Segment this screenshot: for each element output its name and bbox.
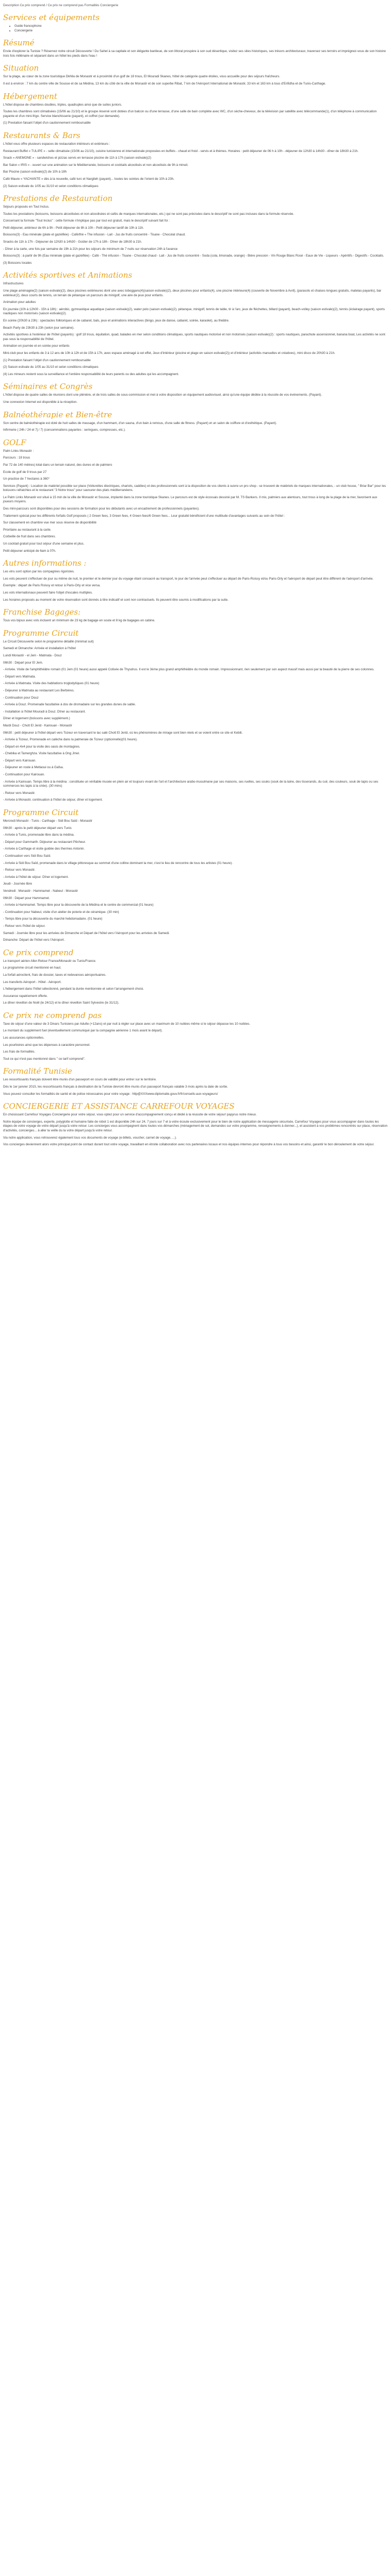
section-paragraph: Bar Piscine (saison estivale)(2) de 10h à 18h bbox=[3, 170, 67, 174]
section-paragraph: - Arrivée à Sidi Bou Saïd, promenade dans le village pittoresque au sommet d'une colline dominant la mer, c'est le lieu de rencontre de tous les artistes (01 heure). bbox=[3, 861, 233, 865]
section-golf bbox=[3, 438, 388, 554]
section-paragraph: Samedi : Journée libre pour les arrivées de Dimanche et Départ de l'hôtel vers l'Aéroport pour les arrivées de Samedi. bbox=[3, 931, 170, 935]
section-paragraph: En soirée (20h30 à 23h) : spectacles folkloriques et de cabaret, bals, jeux et animations interactives (bingo, jeux de danse, cabaret, soirée, karaoké), au théâtre. bbox=[3, 319, 230, 323]
section-paragraph: Les pourboires ainsi que les dépenses à caractère personnel. bbox=[3, 1043, 90, 1047]
section-paragraph: - Arrivée à Tozeur, Promenade en calèche dans la palmeraie de Tozeur (optionnelle)(01 heure). bbox=[3, 738, 138, 742]
section-paragraph: - Déjeuner à Matmata au restaurant Les Berbères. bbox=[3, 688, 75, 692]
section-paragraph: Restaurant Buffet « TULIPE » - selle climatisée (15/06 au 21/10), cuisine tunisienne et internationale proposées en buffets - chaud et froid - servis et à thèmes. Horaires : petit déjeuner de 06 h à 10h - déjeuner de 12h30 à 14h30 - dîner de 18h30 à 21h. bbox=[3, 149, 359, 153]
section-paragraph: Le programme circuit mentionné en haut. bbox=[3, 966, 61, 970]
section-paragraph: Vous pouvez consulter les formalités de santé et de police nécessaires pour votre voyage : http@XXXwww.diplomatie.gouv.fr/fr/conseils-aux-voyageurs/ bbox=[3, 1092, 218, 1096]
page bbox=[0, 0, 391, 1147]
section-paragraph: Jeudi - Journée libre bbox=[3, 882, 32, 886]
section-paragraph: Boissons(3) - Eau minérale (plate et gazéifiée) - Café/thé « The infusion - Lait - Jus de fruits concentré - Tisane - Chocolat chaud. bbox=[3, 233, 186, 237]
section-paragraph: - Installation à l'hôtel Mouradi à Douz. Dîner au restaurant. bbox=[3, 709, 86, 714]
section-paragraph: Petit déjeuner, antérieur de 6h à 9h - Petit déjeuner de 8h à 10h - Petit déjeuner tardif de 10h à 11h. bbox=[3, 226, 144, 230]
section-paragraph: - Retour vers l'hôtel de séjour. bbox=[3, 924, 46, 928]
section-paragraph: Des mini-parcours sont disponibles pour des sessions de formation pour les débutants avec un encadrement de professionnels (payantes). bbox=[3, 507, 200, 511]
section-paragraph: (1) Prestation faisant l'objet d'un cautionnement remboursable bbox=[3, 121, 91, 125]
section-paragraph: Toutes les chambres sont climatisées (15/06 au 21/10) et le groupe réservé sont dotées d'un balcon ou d'une terrasse, d'une salle de bain complète avec WC, d'un sèche-cheveux, de la télévision par satellite avec télécommande(1), d'un téléphone à communication payante et d'un mini-frigo. Service blanchisserie (payant), et coffret (sur demande). bbox=[3, 110, 377, 118]
list-item: • Conciergerie bbox=[14, 29, 388, 33]
section-paragraph: Dès le 1er janvier 2015, les ressortissants français à destination de la Tunisie devront être munis d'un passeport français valable 3 mois après la date de sortie. bbox=[3, 1085, 228, 1089]
section-paragraph: - Continuation vers Sidi Bou Saïd. bbox=[3, 854, 51, 858]
section-paragraph: Café Maure « YACHANTE » dès à la nouvelle, café turc et Nargileh (payant)... toutes les soirées de l'orient de 10h à 23h. bbox=[3, 177, 174, 181]
section-paragraph: L'hébergement dans l'hôtel sélectionné, pendant la durée mentionnée et selon l'arrangement choisi. bbox=[3, 987, 144, 991]
section-paragraph: - Arrivée. Visite de l'amphithéâtre romain (01 Jem (01 heure) aussi appelé Colisée de Thysdrus. Il est le 3ème plus grand amphithéâtre du monde romain. Impressionnant, rien seulement par son aspect massif mais aussi par la beauté de la pierre de ses colonnes. bbox=[3, 668, 374, 672]
section-restaurants bbox=[3, 131, 388, 189]
section-paragraph: Mini-club pour les enfants de 3 à 12 ans de 10h à 12h et de 15h à 17h, avec espace aménagé à cet effet, Jeux d'intérieur (piscine et plage en saison estivale(2)) et d'intérieur (activités manuelles et créatives), mini disco de 20h30 à 21h. bbox=[3, 351, 335, 355]
section-paragraph: Le dîner réveillon de Noël (le 24/12) et le dîner réveillon Saint Sylvestre (le 31/12). bbox=[3, 1001, 119, 1005]
section-paragraph: - Retour vers Monastir. bbox=[3, 791, 36, 795]
section-heading: Services et équipements bbox=[3, 13, 100, 22]
section-paragraph: Infrastructures bbox=[3, 282, 24, 286]
section-heading: Situation bbox=[3, 63, 39, 73]
section-paragraph: Les ressortissants français doivent être munis d'un passeport en cours de validité pour entrer sur le territoire. bbox=[3, 1078, 157, 1082]
section-paragraph: Une connexion Internet est disponible à la réception. bbox=[3, 400, 78, 404]
section-programme2 bbox=[3, 808, 388, 943]
section-heading: GOLF bbox=[3, 437, 26, 447]
section-paragraph: Animation pour adultes bbox=[3, 300, 36, 304]
section-paragraph: - Continuation pour Douz bbox=[3, 696, 39, 700]
section-paragraph: Sur la plage, au cœur de la zone touristique Dkhila de Monastir et à proximité d'un golf de 18 trous, El Mouradi Skanes, hôtel de catégorie quatre étoiles, vous accueille pour des séjours fraîcheurs. bbox=[3, 75, 281, 79]
section-paragraph: Les vins sont option par les compagnies rigoristes. bbox=[3, 570, 75, 574]
section-paragraph: Les vols internationaux peuvent faire l'objet d'escales multiples. bbox=[3, 591, 93, 595]
description-breadcrumb[interactable]: Description Ce prix comprend / Ce prix ne comprend pas Formalités Conciergerie bbox=[3, 4, 119, 7]
section-heading: Ce prix ne comprend pas bbox=[3, 1010, 102, 1020]
section-paragraph: Un practice de 7 hectares à 360° bbox=[3, 477, 50, 481]
section-paragraph: - Retour vers Monastir. bbox=[3, 868, 36, 872]
section-paragraph: - Départ vers Kairouan. bbox=[3, 758, 36, 762]
section-paragraph: (1) Prestation faisant l'objet d'un cautionnement remboursable bbox=[3, 358, 91, 362]
section-paragraph: Snacks de 11h à 17h - Déjeuner de 12h30 à 14h30 - Goûter de 17h à 18h - Dîner de 18h30 à 21h. bbox=[3, 240, 142, 244]
section-paragraph: Par 72 de 140 mètres(-total dans un terrain naturel, des dunes et de palmiers bbox=[3, 463, 112, 467]
section-paragraph: 06h30 : après le petit déjeuner départ vers Tunis bbox=[3, 826, 72, 830]
section-paragraph: (4) Les mineurs restent sous la surveillance et l'entière responsabilité de leurs parents ou des adultes qui les accompagnent. bbox=[3, 372, 179, 376]
section-paragraph: - Arrivée à Hammamet. Temps libre pour la découverte de la Médina et le centre de commercial (01 heure) bbox=[3, 903, 154, 907]
section-paragraph: Boissons(3) : à partir de 9h (Eau minérale (plate et gazéifiée) - Café - Thé infusion - Tisane - Chocolat chaud - Lait - Jus de fruits concentré - Soda (cola, limonade, orange) - Bière pression - Vin Rouge Blanc Rosé - Eaux de Vie - Liqueurs - Apéritifs - Digestifs - Cocktails. bbox=[3, 254, 384, 258]
section-paragraph: - Arrivée à l'hôtel de séjour. Dîner et logement. bbox=[3, 875, 69, 879]
section-heading: Résumé bbox=[3, 38, 35, 48]
section-paragraph: Sur classement en chambre vue mer sous réserve de disponibilité bbox=[3, 521, 96, 525]
section-heading: Hébergement bbox=[3, 91, 57, 101]
section-heading: Ce prix comprend bbox=[3, 947, 74, 957]
section-resume bbox=[3, 38, 388, 58]
section-paragraph: Parcours : 18 trous bbox=[3, 456, 30, 460]
list-item: • Guide francophone bbox=[14, 24, 388, 29]
section-paragraph: Son centre de balnéothérapie est doté de huit salles de massage, d'un hammam, d'un sauna, d'un bain à remous, d'une salle de fitness. (Payant) et un salon de coiffure et d'esthétique. (Payant). bbox=[3, 421, 277, 425]
section-paragraph: Infirmerie ( 24h / 24 et 7j / 7) (consommations payantes : seringues, compresses, etc.). bbox=[3, 428, 126, 432]
section-prestations bbox=[3, 194, 388, 265]
section-heading: CONCIERGERIE ET ASSISTANCE CARREFOUR VOYAGES bbox=[3, 1101, 235, 1111]
section-paragraph: Un cocktail gratuit pour tout séjour d'une semaine et plus. bbox=[3, 542, 85, 546]
section-paragraph: - Temps libre pour la découverte du marché hebdomadaire. (01 heure) bbox=[3, 917, 103, 921]
section-paragraph: Les vols peuvent s'effectuer de jour ou même de nuit, le premier et le dernier jour du voyage étant consacré au transport, le jour de l'arrivée peut s'effectuer au départ de Paris-Roissy et/ou Paris-Orly et l'aéroport de départ peut être différent de l'aéroport d'arrivée. bbox=[3, 577, 374, 581]
section-paragraph: Petit déjeuner anticipé de 6am à 07h. bbox=[3, 549, 56, 553]
section-balneo bbox=[3, 410, 388, 433]
section-heading: Programme Circuit bbox=[3, 628, 79, 638]
section-paragraph: - Départ vers Matmata. bbox=[3, 674, 36, 679]
section-paragraph: Lundi Monastir - el Jem - Matmata - Douz bbox=[3, 653, 62, 657]
section-paragraph: Les assurances optionnelles. bbox=[3, 1036, 44, 1040]
section-paragraph: - Départ pour Gammarth. Déjeuner au restaurant Pêcheur. bbox=[3, 840, 86, 844]
section-heading: Prestations de Restauration bbox=[3, 194, 113, 204]
section-conciergerie bbox=[3, 1101, 388, 1147]
section-paragraph: Palm Links Monastir : bbox=[3, 449, 34, 453]
section-paragraph: Animation en journée et en soirée pour enfants bbox=[3, 344, 70, 348]
section-heading: Formalité Tunisie bbox=[3, 1066, 72, 1076]
section-paragraph: Taxe de séjour d'une valeur de 3 Dinars Tunisiens par Adulte (+12ans) et par nuit à régler sur place avec un maximum de 10 nuitées même si le séjour dépasse les 10 nuitées. bbox=[3, 1022, 251, 1026]
section-paragraph: Les horaires proposés au moment de votre réservation sont donnés à titre indicatif et sont non contractuels. Ils peuvent être soumis à modifications par la suite. bbox=[3, 598, 229, 602]
section-paragraph: Notre équipe de concierges, experte, polyglotte et humaine faite de robot 1 est disponible 24h sur 24, 7 jours sur 7 et à votre écoute exclusivement pour le bien de notre application de messagerie sécurisée, Carrefour Voyages pour vous accompagner dans toutes les étapes de votre voyage de votre départ jusqu'à votre retour. Les concierges vous accompagnent dans toutes vos démarches (ménagement de sol, demandes sur votre programme, renseignements à donner...), et assistent à vos problèmes rencontrés sur place, réservation d'activités, concierges... à aller la veille du la votre départ jusqu'à votre retour. bbox=[3, 1120, 388, 1132]
section-seminaires bbox=[3, 382, 388, 404]
section-paragraph: Traitement spécial pour les différents forfaits Golf proposés ( 2 Green fees, 3 Green fees, 4 Green fees/6 Green fees... Leur gratuité bénéficient d'une multitude d'avantages suivants au sein de l'hôtel : bbox=[3, 514, 285, 518]
section-situation bbox=[3, 63, 388, 86]
section-bullet-list bbox=[14, 24, 388, 33]
section-paragraph: 06h30 : Départ pour El Jem. bbox=[3, 660, 43, 665]
section-paragraph: Le montant du supplément fuel (éventuellement communiqué par la compagnie aérienne 1 mois avant le départ). bbox=[3, 1029, 163, 1033]
section-paragraph: Beach Party de 23h30 à 23h (selon jour semaine). bbox=[3, 326, 74, 330]
section-paragraph: L'hôtel dispose de quatre salles de réunions dont une plénière, et de trois salles de sous-commission et met à votre disposition un équipement audiovisuel, ainsi qu'une équipe dédiée à la réussite de vos événements. (Payant). bbox=[3, 393, 322, 397]
section-paragraph: Le Palm Links Monastir est situé à 15 min de la ville de Monastir et Sousse, implanté dans la zone touristique Skanes. Le parcours est de style écossais dessiné par M. TS Bankers. Il mix, palmiers aux alentours, tout trous à long de la plage de la mer, favorisent aux joueurs moyens. bbox=[3, 495, 378, 504]
section-paragraph: (2) Saison estivale du 1/05 au 31/10 et selon conditions climatiques bbox=[3, 365, 99, 369]
section-paragraph: Exemple : départ de Paris Roissy et retour à Paris-Orly et vice versa. bbox=[3, 584, 101, 588]
section-paragraph: Corbeille de fruit dans ses chambres. bbox=[3, 535, 56, 539]
section-paragraph: En journée (10h à 12h00 - 15h à 18h) : aérobic, gymnastique aquatique (saison estivale)(2), water polo (saison estivale)(2), pétanque, minigolf, tennis de table, tir à l'arc, jeux de fléchettes, billard (payant), beach-volley (saison estivale)(2), tennis (éclairage payant), sports nautiques non motorisés (saison estivale)(2). bbox=[3, 307, 385, 316]
section-paragraph: Il est à environ : 7 km du centre ville de Sousse et de sa Médina, 13 km du côté de la ville de Monastir et de son superbe Ribat, 7 km de l'Aéroport International de Monastir, 33 km et 163 km à tous d'Enfidha et de Tunis-Carthage. bbox=[3, 81, 326, 86]
section-prixcomprend bbox=[3, 948, 388, 1006]
section-paragraph: L'hôtel dispose de chambres doubles, triples, quadruples ainsi que de suites juniors. bbox=[3, 103, 122, 107]
section-heading: Balnéothérapie et Bien-être bbox=[3, 410, 112, 419]
section-paragraph: Via notre application, vous retrouverez également tous vos documents de voyage (e-billets, voucher, carnet de voyage, ...). bbox=[3, 1136, 177, 1140]
section-franchise bbox=[3, 607, 388, 623]
section-paragraph: - Continuation pour Nabeul, visite d'un atelier de poterie et de céramique. (30 min) bbox=[3, 910, 119, 914]
section-paragraph: L'hôtel vous offre plusieurs espaces de restauration intérieurs et extérieurs : bbox=[3, 142, 110, 146]
section-paragraph: Activités sportives à l'extérieur de l'hôtel (payants) : golf 18 trous, équitation, quad, balades en mer selon conditions climatiques, sports nautiques motorisé et non motorisés (saison estivale)(2) : sports nautiques, parachute ascensionnel, banana boat, Les activités ne sont pas sous la responsabilité de l'hôtel. bbox=[3, 333, 385, 341]
section-paragraph: Envie d'explorer la Tunisie ? Réservez notre circuit Découverte ! Du Sahel à sa capitale et son élégante banlieue, de son littoral prospère à son sud désertique, visitez ses sites historiques, ses trésors architecturaux, traversez ses terroirs et imprégnez-vous de son histoire trois fois millénaire et séparant dans un hôtel les pieds dans l'eau ! bbox=[3, 49, 386, 58]
section-paragraph: Séjours proposés en Tout Inclus. bbox=[3, 205, 50, 209]
section-paragraph: La forfait aéroclient, frais de dossier, taxes et redevances aéroportuaires. bbox=[3, 973, 106, 977]
section-paragraph: Dimanche: Départ de l'hôtel vers l'Aéroport. bbox=[3, 938, 65, 942]
section-paragraph: Samedi et Dimanche: Arrivée et installation à l'hôtel bbox=[3, 647, 76, 651]
section-heading: Programme Circuit bbox=[3, 808, 79, 818]
section-paragraph: Les frais de formalités. bbox=[3, 1050, 36, 1054]
section-services bbox=[3, 13, 388, 33]
section-paragraph: Ecole de golf de 9 trous par 27 bbox=[3, 470, 47, 474]
section-paragraph: Concernant la formule "Tout Inclus" : cette formule n'implique pas par tout est gratuit, mais le descriptif suivant fait foi : bbox=[3, 219, 170, 223]
section-heading: Autres informations : bbox=[3, 558, 87, 568]
section-paragraph: Dîner et logement (boissons avec supplément.) bbox=[3, 717, 70, 721]
section-paragraph: Le Circuit Découverte selon le programme détaillé (minimal suit) bbox=[3, 639, 94, 643]
section-autres bbox=[3, 558, 388, 602]
section-paragraph: Tout ce qui n'est pas mentionné dans " ce tarif comprend". bbox=[3, 1057, 86, 1061]
section-paragraph: Les transferts Aéroport - Hôtel - Aéroport. bbox=[3, 980, 62, 984]
section-paragraph: En choisissant Carrefour Voyages Conciergerie pour votre séjour, vous optez pour un service d'accompagnement conçu et dédié à la réussite de votre séjour/ papyrus notre mieux. bbox=[3, 1113, 257, 1117]
section-paragraph: Services (Payant) : Location de matériel possible sur place (Voiturettes électriques, chariots, caddies) et des professionnels sont à la disposition de vos clients à suivre un pro shop - se trouvent de matériels de marques internationales, - un club house, " Briar Bar" pour les boissons rafraichies et le restaurant "3 Notre trous" pour savourer des plats méditerranéens. bbox=[3, 484, 386, 493]
section-paragraph: Mercredi Monastir - Tunis - Carthage - Sidi Bou Saïd - Monastir bbox=[3, 819, 92, 823]
section-paragraph: - Continuation pour Kairouan. bbox=[3, 773, 45, 777]
section-paragraph: - Arrivée à Douz. Promenade facultative à dos de dromadaire sur les grandes dunes de sable. bbox=[3, 703, 136, 707]
section-paragraph: (2) Saison estivale du 1/05 au 31/10 et selon conditions climatiques bbox=[3, 184, 99, 188]
section-heading: Restaurants & Bars bbox=[3, 130, 80, 140]
section-prixpas bbox=[3, 1011, 388, 1062]
section-paragraph: Tous vos bijoux avec vols incluent un minimum de 23 kg de bagage en soute et 8 kg de bagages en cabine. bbox=[3, 619, 155, 623]
section-paragraph: Mardi Douz - Chott El Jerid - Kairouan - Monastir bbox=[3, 723, 72, 727]
section-paragraph: Prioritaire au restaurant à la carte. bbox=[3, 528, 52, 532]
section-paragraph: - Arrivée à Matmata. Visite des habitations troglodytiques (01 heure) bbox=[3, 682, 100, 686]
content-sections bbox=[3, 13, 388, 1147]
section-paragraph: Assurance rapatriement offerte. bbox=[3, 994, 48, 998]
section-heading: Franchise Bagages: bbox=[3, 607, 81, 617]
section-paragraph: - Arrivée à Tunis, promenade libre dans la médina. bbox=[3, 833, 75, 837]
section-paragraph: - Dîner à la carte, une fois par semaine de 19h à 21h pour les séjours de minimum de 7 nuits sur réservation 24h à l'avance bbox=[3, 247, 178, 251]
section-paragraph: Le transport aérien Aller-Retour France/Monastir ou Tunis/France. bbox=[3, 959, 96, 963]
section-paragraph: - Arrivée à Kairouan. Temps libre à la médina : constituée un véritable musée en plein air et toujours vivant de l'art et l'architecture arabo-musulmane par ses maisons, ses ruelles, ses souks (souk de la laine, des tisserands, du cuir, des couleurs, souk de tapis ou ses commerces les tapis à la criée). (30 mins) bbox=[3, 779, 379, 788]
section-paragraph: (3) Boissons locales bbox=[3, 261, 32, 265]
section-paragraph: 06h30 : Départ pour Hammamet. bbox=[3, 896, 50, 900]
section-programme1 bbox=[3, 629, 388, 803]
section-paragraph: Une plage aménagée(2) (saison estivale)(2), deux piscines extérieures dont une avec toboggans(4)(saison estivale)(2), deux piscines pour enfants(4), une piscine intérieure(4) (couverte de Novembre à Avril), (parasols et chaises longues gratuits, matelas payants), bar extérieur(2), deux courts de tennis, un terrain de pétanque un parcours de minigolf, une aire de jeux pour enfants. bbox=[3, 289, 382, 297]
section-paragraph: Bar Salon « IRIS » - ouvert sur une animation sur le Méditerranée, boissons et cocktails alcoolisés et non alcoolisés de 9h à minuit. bbox=[3, 163, 189, 167]
section-paragraph: - Arrivée à Carthage et visite guidée des thermes Antonin. bbox=[3, 847, 85, 851]
section-paragraph: - Arrivée à Monastir, continuation à l'hôtel de séjour, dîner et logement. bbox=[3, 798, 103, 802]
section-formalite bbox=[3, 1066, 388, 1096]
section-paragraph: Vos concierges deviennent alors votre principal point de contact durant tout votre voyage, travaillant en étroite collaboration avec nos partenaires locaux et nos équipes internes pour répondre à tous vos besoins et ainsi, garantir le bon déroulement de votre séjour. bbox=[3, 1143, 374, 1147]
section-paragraph: - Chebika et Tamerghza. Visite facultative à Ong Jmel. bbox=[3, 752, 80, 756]
section-paragraph: Toutes les prestations (boissons, boissons alcoolisées et non alcoolisées et cafés de marques internationales, etc.) qui ne sont pas précisées dans le descriptif ne sont pas incluses dans la formule réservée. bbox=[3, 212, 295, 216]
section-heading: Activités sportives et Animations bbox=[3, 270, 133, 280]
section-paragraph: - Déjeuner en route à Metlaoui ou à Gafsa. bbox=[3, 766, 64, 770]
section-paragraph: - Départ en 4x4 pour la visite des oasis de montagnes. bbox=[3, 744, 80, 749]
section-heading: Séminaires et Congrès bbox=[3, 382, 93, 392]
section-paragraph: Snack « ANEMONE » - sandwiches et pizzas servis en terrasse piscine de 11h à 17h (saison estivale)(2) bbox=[3, 156, 152, 160]
section-hebergement bbox=[3, 92, 388, 126]
section-activites bbox=[3, 270, 388, 377]
section-paragraph: 06h30 : petit déjeuner à l'hôtel départ vers Tozeur en traversant le lac salé Chott El Jerid, où les phénomènes de mirage sont bien réels et se voient entre ce site et Kebili. bbox=[3, 731, 243, 735]
section-paragraph: Vendredi : Monastir - Hammamet - Nabeul - Monastir bbox=[3, 889, 78, 893]
